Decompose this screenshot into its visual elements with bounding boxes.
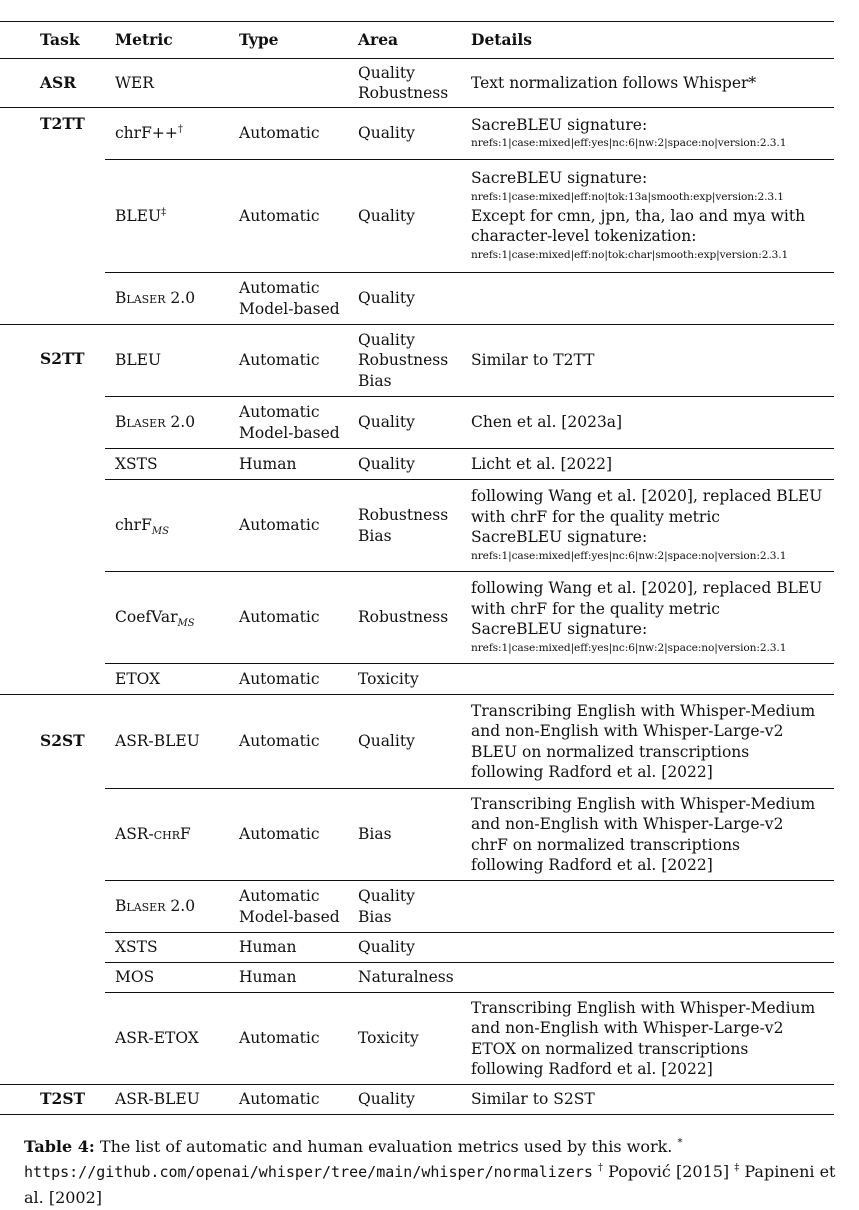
area-cell: Quality — [348, 397, 461, 449]
metric-cell: XSTS — [105, 449, 229, 480]
metric-cell: CoefVar$_{MS}$ — [105, 572, 229, 664]
details-cell: Similar to T2TT — [461, 325, 834, 397]
metric-cell: WER — [105, 59, 229, 108]
table-row — [0, 59, 834, 108]
metric-cell: Blaser 2.0 — [105, 397, 229, 449]
metric-cell: ASR-BLEU — [105, 695, 229, 789]
task-t2tt: T2TT — [0, 108, 105, 325]
details-cell: SacreBLEU signature: nrefs:1|case:mixed|eff:yes|nc:6|nw:2|space:no|version:2.3.1 — [461, 108, 834, 160]
type-cell: Automatic Model-based — [229, 881, 348, 933]
metric-cell: Blaser 2.0 — [105, 881, 229, 933]
task-s2st: S2ST — [0, 695, 105, 1085]
details-cell: Text normalization follows Whisper* — [461, 59, 834, 108]
details-cell: following Wang et al. [2020], replaced BLEU with chrF for the quality metric SacreBLEU signature: nrefs:1|case:mixed|eff:yes|nc:6|nw:2|space:no|version:2.3.1 — [461, 480, 834, 572]
header-metric: Metric — [105, 22, 229, 59]
table-row — [0, 273, 834, 325]
caption-mark-2: † — [598, 1162, 604, 1174]
metric-cell: BLEU — [105, 325, 229, 397]
metric-cell: ASR-BLEU — [105, 1085, 229, 1115]
header-task: Task — [0, 22, 105, 59]
table-row — [0, 108, 834, 160]
type-cell: Automatic — [229, 664, 348, 695]
type-cell: Automatic — [229, 325, 348, 397]
type-cell: Automatic Model-based — [229, 397, 348, 449]
type-cell: Human — [229, 963, 348, 993]
table-caption — [24, 1134, 854, 1210]
area-cell: Toxicity — [348, 664, 461, 695]
type-cell: Human — [229, 933, 348, 963]
type-cell: Automatic — [229, 160, 348, 273]
table-row — [0, 664, 834, 695]
details-cell — [461, 664, 834, 695]
area-cell: Toxicity — [348, 993, 461, 1085]
area-cell: Bias — [348, 789, 461, 881]
metric-cell: chrF$_{MS}$ — [105, 480, 229, 572]
details-cell: Transcribing English with Whisper-Medium and non-English with Whisper-Large-v2 ETOX on normalized transcriptions following Radford et al. [2022] — [461, 993, 834, 1085]
details-cell: Transcribing English with Whisper-Medium and non-English with Whisper-Large-v2 chrF on normalized transcriptions following Radford et al. [2022] — [461, 789, 834, 881]
table-row — [0, 160, 834, 273]
table-row — [0, 449, 834, 480]
area-cell: Quality — [348, 933, 461, 963]
area-cell: Robustness Bias — [348, 480, 461, 572]
area-cell: Robustness — [348, 572, 461, 664]
metric-cell: BLEU‡ — [105, 160, 229, 273]
type-cell — [229, 59, 348, 108]
area-cell: Quality — [348, 273, 461, 325]
table-header-row — [0, 22, 834, 59]
metric-cell: ASR-ETOX — [105, 993, 229, 1085]
area-cell: Quality Bias — [348, 881, 461, 933]
details-cell: Licht et al. [2022] — [461, 449, 834, 480]
metric-cell: Blaser 2.0 — [105, 273, 229, 325]
evaluation-metrics-table — [0, 21, 834, 1115]
area-cell: Quality — [348, 108, 461, 160]
table-row — [0, 1085, 834, 1115]
area-cell: Quality — [348, 695, 461, 789]
details-cell: Transcribing English with Whisper-Medium and non-English with Whisper-Large-v2 BLEU on normalized transcriptions following Radford et al. [2022] — [461, 695, 834, 789]
caption-url[interactable]: https://github.com/openai/whisper/tree/main/whisper/normalizers — [24, 1163, 593, 1181]
table-row — [0, 789, 834, 881]
header-details: Details — [461, 22, 834, 59]
task-s2tt: S2TT — [0, 325, 105, 695]
details-cell: Similar to S2ST — [461, 1085, 834, 1115]
type-cell: Automatic — [229, 789, 348, 881]
metric-cell: MOS — [105, 963, 229, 993]
task-asr: ASR — [0, 59, 105, 108]
metric-cell: XSTS — [105, 933, 229, 963]
metric-cell: chrF++† — [105, 108, 229, 160]
caption-ref-papineni: Papineni et al. [2002] — [24, 1162, 836, 1207]
metric-cell: ETOX — [105, 664, 229, 695]
type-cell: Automatic — [229, 993, 348, 1085]
details-cell: following Wang et al. [2020], replaced BLEU with chrF for the quality metric SacreBLEU signature: nrefs:1|case:mixed|eff:yes|nc:6|nw:2|space:no|version:2.3.1 — [461, 572, 834, 664]
type-cell: Automatic — [229, 480, 348, 572]
area-cell: Quality — [348, 1085, 461, 1115]
type-cell: Automatic Model-based — [229, 273, 348, 325]
metric-cell: ASR-chrF — [105, 789, 229, 881]
type-cell: Automatic — [229, 1085, 348, 1115]
type-cell: Human — [229, 449, 348, 480]
table-row — [0, 695, 834, 789]
table-row — [0, 933, 834, 963]
table-row — [0, 881, 834, 933]
table-row — [0, 572, 834, 664]
area-cell: Naturalness — [348, 963, 461, 993]
header-area: Area — [348, 22, 461, 59]
type-cell: Automatic — [229, 572, 348, 664]
caption-label: Table 4: — [24, 1137, 95, 1156]
task-t2st: T2ST — [0, 1085, 105, 1115]
table-row — [0, 325, 834, 397]
table-row — [0, 993, 834, 1085]
caption-mark-1: * — [677, 1137, 683, 1149]
table-row — [0, 963, 834, 993]
caption-ref-popovic: Popović [2015] — [608, 1162, 730, 1181]
area-cell: Quality Robustness — [348, 59, 461, 108]
area-cell: Quality — [348, 449, 461, 480]
table-row — [0, 480, 834, 572]
caption-mark-3: ‡ — [734, 1162, 740, 1174]
area-cell: Quality Robustness Bias — [348, 325, 461, 397]
details-cell — [461, 963, 834, 993]
type-cell: Automatic — [229, 695, 348, 789]
header-type: Type — [229, 22, 348, 59]
table-row — [0, 397, 834, 449]
details-cell: Chen et al. [2023a] — [461, 397, 834, 449]
details-cell — [461, 933, 834, 963]
type-cell: Automatic — [229, 108, 348, 160]
details-cell — [461, 881, 834, 933]
details-cell: SacreBLEU signature: nrefs:1|case:mixed|eff:no|tok:13a|smooth:exp|version:2.3.1 Except for cmn, jpn, tha, lao and mya with character-level tokenization: nrefs:1|case:mixed|eff:no|tok:char|smooth:exp|version:2.3.1 — [461, 160, 834, 273]
details-cell — [461, 273, 834, 325]
caption-text: The list of automatic and human evaluation metrics used by this work. — [99, 1137, 673, 1156]
area-cell: Quality — [348, 160, 461, 273]
